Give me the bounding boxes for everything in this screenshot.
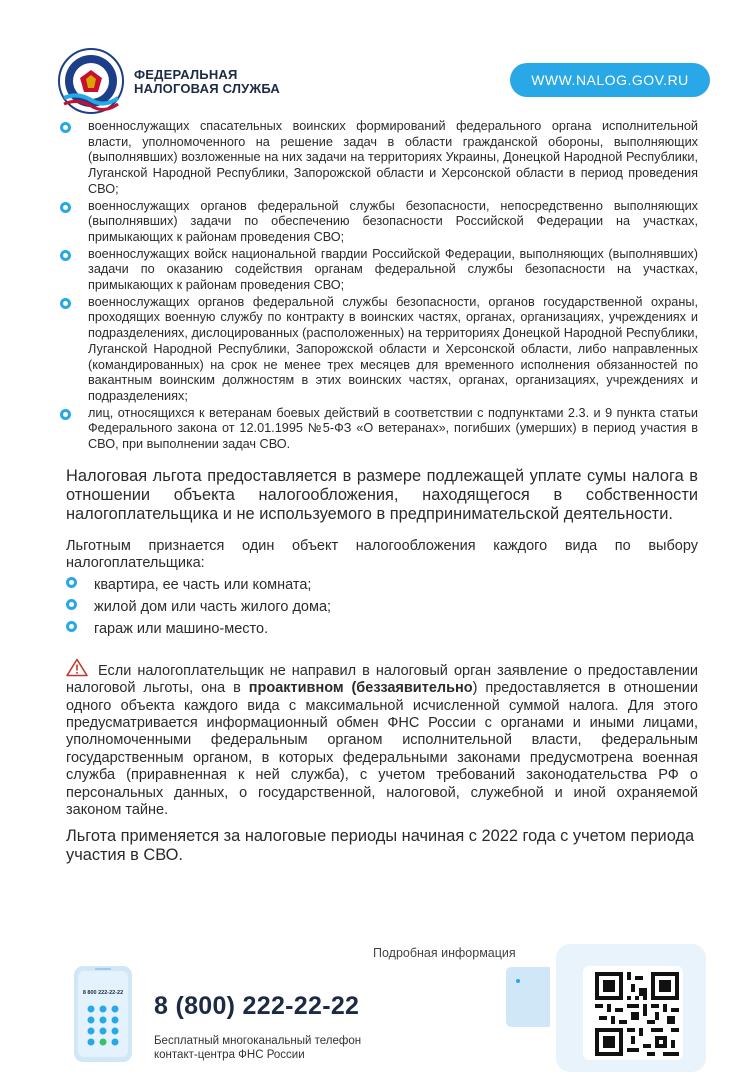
phone-description xyxy=(154,1034,361,1062)
bullet-icon xyxy=(60,298,71,309)
list-item xyxy=(66,618,698,640)
fns-emblem-icon xyxy=(58,48,124,114)
benefit-paragraph: Налоговая льгота предоставляется в размере подлежащей уплате сумы налога в отношении объекта налогообложения, находящегося в собственности налогоплательщика и не используемого в предпринимательской деятельности. xyxy=(66,466,698,523)
bullet-icon xyxy=(66,621,77,632)
bullet-icon xyxy=(66,577,77,588)
warning-triangle-icon xyxy=(66,658,88,677)
period-paragraph: Льгота применяется за налоговые периоды начиная с 2022 года с учетом периода участия в СВО. xyxy=(66,827,695,865)
list-item-text: жилой дом или часть жилого дома; xyxy=(94,598,332,615)
object-selection-paragraph: Льготным признается один объект налогообложения каждого вида по выбору налогоплательщика: xyxy=(66,537,698,571)
org-name xyxy=(134,68,280,96)
list-item-text: военнослужащих органов федеральной службы безопасности, органов государственной охраны, проходящих военную службу по контракту в воинских частях, органах, организациях, учреждениях и подразделениях, дислоцированных (расположенных) на территориях Донецкой Народной Республики, Луганской Народной Республики, Запорожской области и Херсонской области, либо направленных (командированных) на срок не менее трех месяцев для временного исполнения обязанностей по вакантным воинским должностям в этих воинских частях, органах, организациях, учреждениях и подразделениях; xyxy=(88,294,698,403)
more-info-label: Подробная информация xyxy=(373,946,516,960)
bullet-icon xyxy=(60,409,71,420)
list-item xyxy=(60,247,698,294)
list-item xyxy=(60,295,698,405)
bullet-icon xyxy=(60,122,71,133)
phone-desc-line2: контакт-центра ФНС России xyxy=(154,1049,305,1061)
qr-code-icon[interactable] xyxy=(595,972,679,1056)
org-name-line2: НАЛОГОВАЯ СЛУЖБА xyxy=(134,81,281,96)
main-content xyxy=(60,119,698,865)
warning-paragraph xyxy=(66,658,698,820)
phone-icon xyxy=(73,965,133,1063)
list-item xyxy=(66,596,698,618)
warning-text-start: Если налогоплательщик не направил в налоговый орган заявление о предоставлении налоговой льготы, она в xyxy=(66,662,698,697)
phone-illustration-icon xyxy=(506,967,550,1027)
list-item-text: военнослужащих войск национальной гвардии Российской Федерации, выполняющих (выполнявших) задачи по оказанию содействия органам федеральной службы безопасности на участках, примыкающих к районам проведения СВО; xyxy=(88,246,698,293)
page-header xyxy=(0,0,750,115)
bullet-icon xyxy=(66,599,77,610)
list-item xyxy=(60,119,698,198)
list-item xyxy=(66,574,698,596)
list-item xyxy=(60,406,698,453)
recipients-list xyxy=(60,119,698,453)
phone-number[interactable]: 8 (800) 222-22-22 xyxy=(154,992,360,1020)
bullet-icon xyxy=(60,202,71,213)
warning-text-end: ) предоставляется в отношении одного объекта каждого вида с максимальной исчисленной суммой налога. Для этого предусматривается информационный обмен ФНС России с органами и иными лицами, уполномоченными федеральным органом исполнительной власти, федеральным государственным органом, в которых федеральными законами предусмотрена военная служба (приравненная к ней служба), с учетом требований законодательства РФ о персональных данных, о государственной, налоговой, служебной и иной охраняемой законом тайне. xyxy=(66,680,699,819)
property-types-list xyxy=(66,574,698,640)
list-item-text: лиц, относящихся к ветеранам боевых действий в соответствии с подпунктами 2.3. и 9 пункта статьи Федерального закона от 12.01.1995 №5-ФЗ «О ветеранах», погибших (умерших) в период участия в СВО, при выполнении задач СВО. xyxy=(88,405,698,452)
phone-screen-text: 8 800 222-22-22 xyxy=(82,990,124,996)
phone-desc-line1: Бесплатный многоканальный телефон xyxy=(154,1035,362,1047)
site-link-button[interactable]: WWW.NALOG.GOV.RU xyxy=(510,63,710,97)
list-item-text: гараж или машино-место. xyxy=(94,620,269,637)
org-name-line1: ФЕДЕРАЛЬНАЯ xyxy=(134,67,238,82)
list-item-text: квартира, ее часть или комната; xyxy=(94,576,312,593)
list-item-text: военнослужащих спасательных воинских формирований федерального органа исполнительной власти, уполномоченного на решение задач в области гражданской обороны, выполняющих (выполнявших) возложенные на них задачи на территориях Украины, Донецкой Народной Республики, Луганской Народной Республики, Запорожской области и Херсонской области в период проведения СВО; xyxy=(88,119,698,196)
warning-text-bold: проактивном (беззаявительно xyxy=(248,680,473,697)
list-item-text: военнослужащих органов федеральной службы безопасности, непосредственно выполняющих (выполнявших) задачи по обеспечению безопасности Российской Федерации на участках, примыкающих к районам проведения СВО; xyxy=(88,198,698,244)
bullet-icon xyxy=(60,250,71,261)
list-item xyxy=(60,199,698,246)
